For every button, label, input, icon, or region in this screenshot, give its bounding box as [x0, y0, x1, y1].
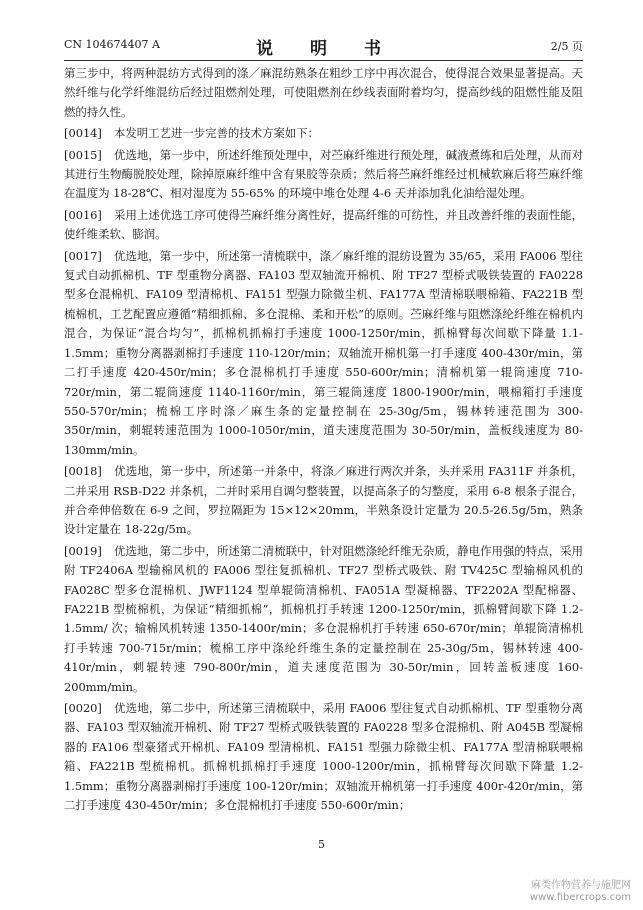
- paragraph-text: 优选地，第一步中，所述纤维预处理中，对苎麻纤维进行预处理，碱液煮练和后处理，从而对其进行生物酶脱胶处理，除掉原麻纤维中含有果胶等杂质；然后将苎麻纤维经过机械软麻后将苎麻纤维在温度为 18-28℃、相对湿度为 55-65% 的环境中堆仓处理 4-6 天并添加乳化油给湿处理。: [64, 147, 583, 201]
- watermark-site-name: 麻类作物营养与施肥网: [531, 880, 631, 891]
- page-header: [64, 30, 583, 59]
- site-watermark: [481, 880, 631, 904]
- paragraph-number: [0016]: [64, 207, 102, 222]
- page-number: 5: [318, 838, 325, 851]
- paragraph-0018: [64, 462, 583, 540]
- paragraph-0014: [64, 124, 583, 143]
- paragraph-number: [0018]: [64, 464, 102, 479]
- paragraph-text: 本发明工艺进一步完善的技术方案如下：: [114, 126, 320, 141]
- paragraph-number: [0015]: [64, 147, 102, 162]
- document-title: 说 明 书: [256, 39, 391, 59]
- paragraph-text: 采用上述优选工序可使得苎麻纤维分离性好，提高纤维的可纺性，并且改善纤维的表面性能，使纤维柔软、膨润。: [64, 207, 583, 242]
- paragraph-text: 优选地，第一步中，所述第一并条中，将涤／麻进行两次并条，头并采用 FA311F 并条机，二并采用 RSB-D22 并条机，二并时采用自调匀整装置，以提高条子的匀整度，采用 6-8 根条子混合，并合牵伸倍数在 6-9 之间，罗拉隔距为 15×12×20mm，半熟条设计定量为 20.5-26.5g/5m，熟条设计定量在 18-22g/5m。: [64, 464, 583, 537]
- paragraph-0016: [64, 206, 583, 245]
- paragraph-continuation: [64, 64, 583, 122]
- paragraph-text: 第三步中，将两种混纺方式得到的涤／麻混纺熟条在粗纱工序中再次混合，使得混合效果显著提高。天然纤维与化学纤维混纺后经过阻燃剂处理，可使阻燃剂在纱线表面附着均匀，提高纱线的阻燃性能及阻燃的持久性。: [64, 66, 583, 119]
- paragraph-number: [0017]: [64, 248, 102, 263]
- paragraph-number: [0020]: [64, 701, 102, 715]
- paragraph-number: [0014]: [64, 126, 102, 141]
- watermark-url: www.fibercrops.com: [529, 892, 631, 903]
- page-indicator: 2/5 页: [550, 40, 583, 53]
- header-rule: [64, 60, 583, 61]
- document-body: [64, 64, 583, 817]
- paragraph-0019: [64, 542, 583, 697]
- publication-number: CN 104674407 A: [64, 38, 160, 51]
- paragraph-number: [0019]: [64, 543, 102, 558]
- paragraph-0020: [64, 699, 583, 815]
- paragraph-text: 优选地，第二步中，所述第二清梳联中，针对阻燃涤纶纤维无杂质，静电作用强的特点，采用附 TF2406A 型输棉风机的 FA006 型往复抓棉机、TF27 型桥式吸铁、附 TV425C 型输棉风机的 FA028C 型多仓混棉机、JWF1124 型单辊筒清棉机、FA051A 型凝棉器、TF2202A 型配棉器、FA221B 型梳棉机，为保证“精细抓棉”，抓棉机打手转速 1200-1250r/min，抓棉臂间歇下降 1.2-1.5mm/ 次；输棉风机转速 1350-1400r/min；多仓混棉机打手转速 650-670r/min；单辊筒清棉机打手转速 700-715r/min；梳棉工序中涤纶纤维生条的定量控制在 25-30g/5m，锡林转速 400-410r/min，刺辊转速 790-800r/min，道夫速度范围为 30-50r/min，回转盖板速度 160-200mm/min。: [64, 543, 583, 694]
- paragraph-0017: [64, 247, 583, 460]
- paragraph-0015: [64, 146, 583, 204]
- paragraph-text: 优选地，第一步中，所述第一清梳联中，涤／麻纤维的混纺设置为 35/65，采用 FA006 型往复式自动抓棉机、TF 型重物分离器、FA103 型双轴流开棉机、附 TF27 型桥式吸铁装置的 FA0228 型多仓混棉机、FA109 型清棉机、FA151 型强力除微尘机、FA177A 型清棉联喂棉箱、FA221B 型梳棉机，工艺配置应遵循“精细抓棉、多仓混棉、柔和开松”的原则。苎麻纤维与阻燃涤纶纤维在棉机内混合，为保证“混合均匀”，抓棉机抓棉打手速度 1000-1250r/min，抓棉臂每次间歇下降量 1.1-1.5mm；重物分离器剥棉打手速度 110-120r/min；双轴流开棉机第一打手速度 400-430r/min，第二打手速度 420-450r/min；多仓混棉机打手速度 550-600r/min；清棉机第一辊筒速度 710-720r/min，第二辊筒速度 1140-1160r/min，第三辊筒速度 1800-1900r/min，喂棉箱打手速度 550-570r/min；梳棉工序时涤／麻生条的定量控制在 25-30g/5m，锡林转速范围为 300-350r/min，刺辊转速范围为 1000-1050r/min，道夫速度范围为 30-50r/min，盖板线速度为 80-130mm/min。: [64, 248, 583, 457]
- paragraph-text: 优选地，第二步中，所述第三清梳联中，采用 FA006 型往复式自动抓棉机、TF 型重物分离器、FA103 型双轴流开棉机、附 TF27 型桥式吸铁装置的 FA0228 型多仓混棉机、附 A045B 型凝棉器的 FA106 型豪猪式开棉机、FA109 型清棉机、FA151 型强力除微尘机、FA177A 型清棉联喂棉箱、FA221B 型梳棉机。抓棉机抓棉打手速度 1000-1200r/min，抓棉臂每次间歇下降量 1.2-1.5mm；重物分离器剥棉打手速度 100-120r/min；双轴流开棉机第一打手速度 400r-420r/min，第二打手速度 430-450r/min；多仓混棉机打手速度 550-600r/min；: [64, 701, 583, 813]
